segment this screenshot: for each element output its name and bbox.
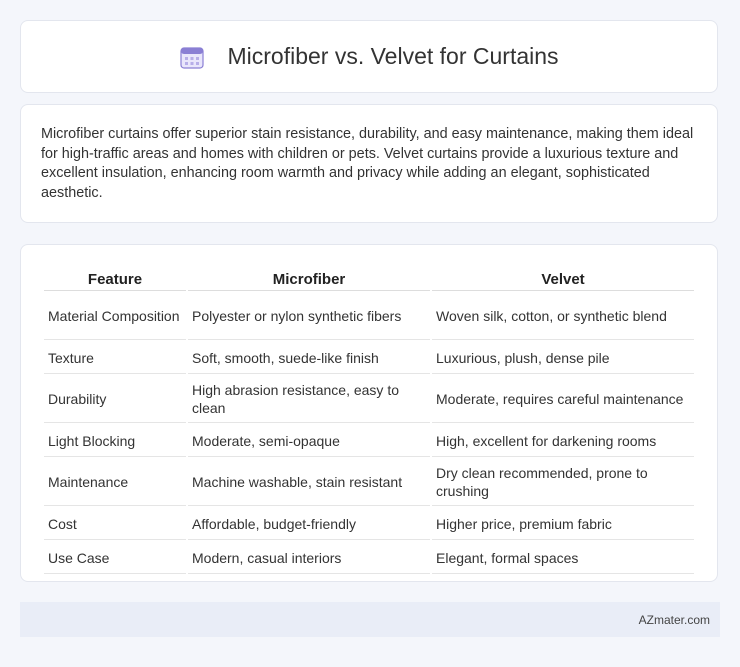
velvet-cell: Dry clean recommended, prone to crushing bbox=[432, 459, 694, 506]
microfiber-cell: Affordable, budget-friendly bbox=[188, 508, 430, 540]
feature-cell: Durability bbox=[44, 376, 186, 423]
microfiber-cell: Modern, casual interiors bbox=[188, 542, 430, 574]
header-microfiber: Microfiber bbox=[188, 267, 430, 291]
title-card bbox=[20, 20, 718, 93]
microfiber-cell: Polyester or nylon synthetic fibers bbox=[188, 293, 430, 340]
microfiber-cell: Soft, smooth, suede-like finish bbox=[188, 342, 430, 374]
feature-cell: Material Composition bbox=[44, 293, 186, 340]
table-row bbox=[44, 342, 694, 374]
microfiber-cell: High abrasion resistance, easy to clean bbox=[188, 376, 430, 423]
table-row bbox=[44, 376, 694, 423]
microfiber-cell: Machine washable, stain resistant bbox=[188, 459, 430, 506]
feature-cell: Maintenance bbox=[44, 459, 186, 506]
feature-cell: Light Blocking bbox=[44, 425, 186, 457]
table-row bbox=[44, 425, 694, 457]
feature-cell: Texture bbox=[44, 342, 186, 374]
velvet-cell: High, excellent for darkening rooms bbox=[432, 425, 694, 457]
table-row bbox=[44, 508, 694, 540]
comparison-table-card bbox=[20, 244, 718, 582]
header-velvet: Velvet bbox=[432, 267, 694, 291]
comparison-table bbox=[42, 265, 696, 576]
velvet-cell: Luxurious, plush, dense pile bbox=[432, 342, 694, 374]
table-row bbox=[44, 542, 694, 574]
footer-brand: AZmater.com bbox=[638, 612, 710, 627]
footer bbox=[20, 602, 720, 637]
table-row bbox=[44, 293, 694, 340]
intro-text: Microfiber curtains offer superior stain resistance, durability, and easy maintenance, making them ideal for high-traffic areas and homes with children or pets. Velvet curtains provide a luxurious texture and excellent insulation, enhancing room warmth and privacy while adding an elegant, sophisticated aesthetic. bbox=[41, 126, 694, 201]
page-title: Microfiber vs. Velvet for Curtains bbox=[227, 43, 559, 69]
velvet-cell: Elegant, formal spaces bbox=[432, 542, 694, 574]
microfiber-cell: Moderate, semi-opaque bbox=[188, 425, 430, 457]
intro-card bbox=[20, 104, 718, 223]
velvet-cell: Higher price, premium fabric bbox=[432, 508, 694, 540]
calendar-icon bbox=[179, 44, 205, 70]
table-header-row bbox=[44, 267, 694, 291]
header-feature: Feature bbox=[44, 267, 186, 291]
table-row bbox=[44, 459, 694, 506]
velvet-cell: Woven silk, cotton, or synthetic blend bbox=[432, 293, 694, 340]
velvet-cell: Moderate, requires careful maintenance bbox=[432, 376, 694, 423]
feature-cell: Cost bbox=[44, 508, 186, 540]
feature-cell: Use Case bbox=[44, 542, 186, 574]
